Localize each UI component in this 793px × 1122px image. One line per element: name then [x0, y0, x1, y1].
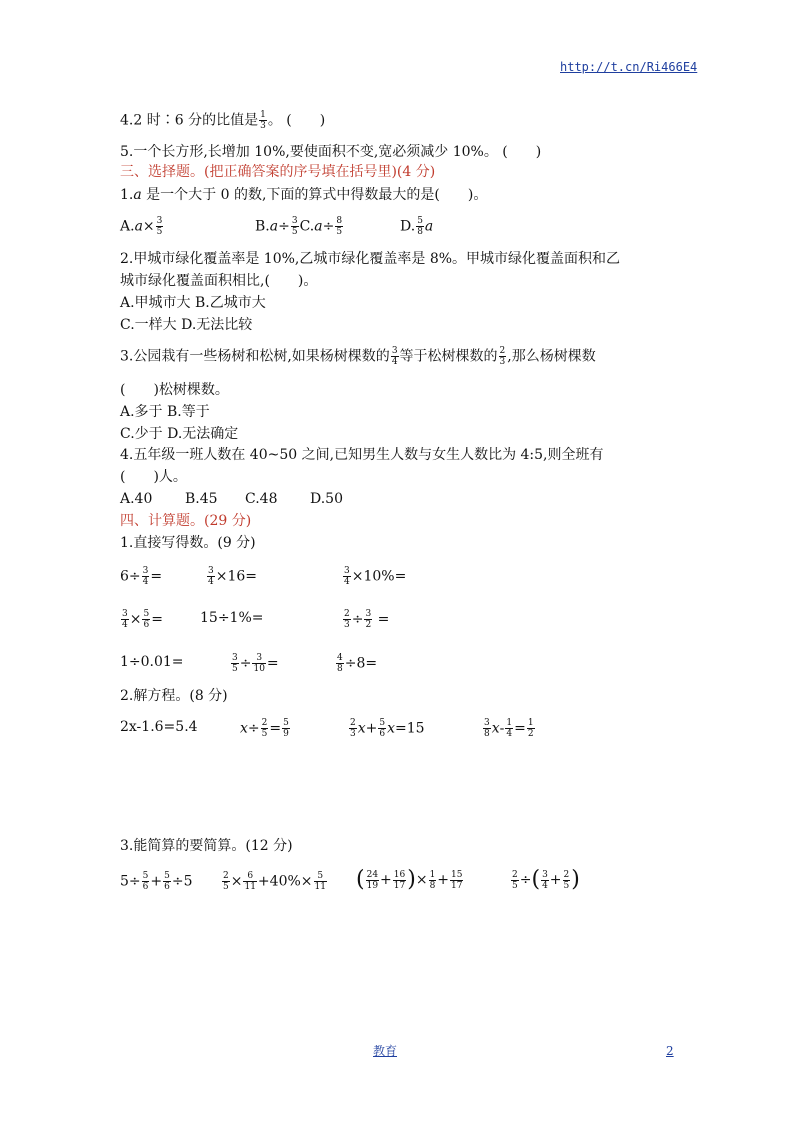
calc-part2-title: 2.解方程。(8 分)	[120, 688, 228, 704]
fraction: $\frac{5}{6}$	[143, 609, 150, 630]
fraction: $\frac{1}{4}$	[506, 718, 513, 739]
fraction: $\frac{1}{2}$	[527, 718, 534, 739]
fraction: $\frac{3}{4}$	[122, 609, 128, 630]
calc-part1-title: 1.直接写得数。(9 分)	[120, 535, 256, 551]
fraction: $\frac{2}{5}$	[512, 869, 518, 891]
choice-q1-options-d	[400, 216, 433, 237]
fraction: $\frac{1}{3}$	[260, 110, 266, 131]
op: +	[257, 873, 270, 890]
choice-q2-line1: 2.甲城市绿化覆盖率是 10%,乙城市绿化覆盖率是 8%。甲城市绿化覆盖面积和乙	[120, 251, 621, 267]
calc-item	[335, 653, 377, 674]
q1-text: 是一个大于 0 的数,下面的算式中得数最大的是( )。	[141, 187, 488, 203]
choice-q4-opt-a: A.40	[120, 491, 153, 507]
fraction: $\frac{2}{5}$	[563, 869, 570, 891]
choice-q4-line2: ( )人。	[120, 469, 187, 485]
op: ×	[215, 568, 228, 585]
choice-q3-opt2: C.少于 D.无法确定	[120, 426, 239, 442]
op: =	[266, 655, 279, 672]
op: ÷	[239, 655, 252, 672]
var-x: x	[357, 720, 366, 737]
judge-q5: 5.一个长方形,长增加 10%,要使面积不变,宽必须减少 10%。 ( )	[120, 144, 542, 160]
op: =	[150, 568, 163, 585]
opt-a: A.	[120, 218, 135, 235]
var-x: x	[240, 720, 248, 737]
var-a: a	[134, 218, 143, 235]
num: 16	[227, 568, 246, 585]
calc-item: 1÷0.01=	[120, 654, 184, 670]
op: ÷	[278, 218, 290, 235]
choice-q4-opt-b: B.45	[185, 491, 218, 507]
choice-q4-line1: 4.五年级一班人数在 40~50 之间,已知男生人数与女生人数比为 4:5,则全班有	[120, 447, 604, 463]
fraction: $\frac{6}{11}$	[244, 871, 256, 892]
choice-q3-opt1: A.多于 B.等于	[120, 404, 210, 420]
op: =	[269, 720, 282, 737]
op: ÷	[128, 873, 141, 890]
simplify-item	[356, 866, 464, 894]
fraction: $\frac{15}{17}$	[451, 869, 463, 891]
op: ×	[415, 872, 428, 888]
fraction: $\frac{16}{17}$	[393, 869, 406, 891]
var-a: a	[269, 218, 279, 235]
num: 15	[406, 720, 425, 737]
q1-num: 1.	[120, 187, 134, 203]
equation	[482, 718, 536, 739]
fraction: $\frac{5}{11}$	[314, 871, 326, 892]
choice-q1-options	[120, 216, 164, 237]
simplify-item	[221, 871, 328, 892]
q3-text-c: ,那么杨树棵数	[507, 348, 596, 365]
op: ÷	[322, 218, 335, 235]
fraction: $\frac{3}{5}$	[232, 653, 238, 674]
fraction: $\frac{4}{8}$	[337, 653, 343, 674]
num: 10%	[363, 568, 395, 585]
calc-item	[120, 609, 163, 630]
judge-q4-text: 4.2 时∶6 分的比值是	[120, 112, 259, 129]
choice-q1-options-b	[255, 216, 344, 237]
num: 40%	[269, 873, 301, 890]
op: =	[395, 720, 407, 737]
section-title-calc: 四、计算题。(29 分)	[120, 513, 252, 529]
fraction: $\frac{3}{2}$	[365, 609, 372, 630]
fraction: $\frac{3}{4}$	[208, 566, 214, 587]
op: =	[394, 568, 407, 585]
num: 5	[120, 873, 129, 890]
equation	[348, 718, 425, 739]
equation	[240, 718, 291, 739]
fraction: $\frac{2}{3}$	[350, 718, 356, 739]
choice-q3-line1	[120, 346, 596, 367]
var-a: a	[314, 218, 323, 235]
fraction: $\frac{2}{5}$	[223, 871, 229, 892]
footer-link[interactable]: 教育	[373, 1044, 398, 1058]
opt-c: C.	[299, 218, 315, 235]
op: =	[151, 611, 163, 628]
fraction: $\frac{5}{6}$	[142, 871, 149, 892]
op: ÷	[519, 872, 532, 888]
var-a: a	[424, 218, 434, 235]
left-paren: (	[356, 867, 365, 892]
fraction: $\frac{5}{6}$	[164, 871, 170, 892]
left-paren: (	[531, 867, 541, 892]
op: +	[549, 872, 562, 888]
page-number: 2	[666, 1044, 674, 1058]
fraction: $\frac{3}{4}$	[391, 346, 398, 367]
op: =	[377, 611, 390, 628]
fraction: $\frac{3}{5}$	[291, 216, 298, 237]
section-title-choice: 三、选择题。(把正确答案的序号填在括号里)(4 分)	[120, 164, 436, 180]
choice-q3-line2: ( )松树棵数。	[120, 382, 229, 398]
num: 8	[356, 655, 366, 672]
calc-item	[342, 566, 406, 587]
q1-var: a	[133, 187, 142, 203]
opt-d: D.	[400, 218, 416, 235]
calc-item	[230, 653, 279, 674]
var-x: x	[387, 720, 396, 737]
fraction: $\frac{2}{3}$	[499, 346, 506, 367]
choice-q2-opt1: A.甲城市大 B.乙城市大	[120, 295, 266, 311]
op: ÷	[171, 873, 184, 890]
op: ×	[142, 218, 155, 235]
op: ÷	[344, 655, 357, 672]
calc-item	[342, 609, 389, 630]
fraction: $\frac{5}{9}$	[283, 718, 289, 739]
fraction: $\frac{3}{4}$	[142, 566, 149, 587]
op: +	[437, 872, 450, 888]
fraction: $\frac{3}{4}$	[542, 869, 548, 891]
fraction: $\frac{5}{8}$	[417, 216, 423, 237]
opt-b: B.	[255, 218, 270, 235]
fraction: $\frac{1}{8}$	[429, 869, 436, 891]
calc-part3-title: 3.能简算的要简算。(12 分)	[120, 838, 293, 854]
choice-q4-opt-d: D.50	[310, 491, 343, 507]
fraction: $\frac{3}{8}$	[484, 718, 490, 739]
calc-item: 15÷1%=	[200, 610, 264, 626]
op: =	[365, 655, 378, 672]
op: +	[380, 872, 392, 888]
simplify-item	[120, 871, 193, 892]
num: 5	[183, 873, 193, 890]
op: ÷	[351, 611, 364, 628]
fraction: $\frac{3}{10}$	[253, 653, 265, 674]
num: 6	[120, 568, 129, 585]
calc-item	[206, 566, 257, 587]
equation: 2x-1.6=5.4	[120, 719, 198, 735]
op: ÷	[247, 720, 260, 737]
right-paren: )	[571, 867, 580, 892]
fraction: $\frac{2}{5}$	[261, 718, 268, 739]
fraction: $\frac{3}{4}$	[344, 566, 350, 587]
choice-q2-opt2: C.一样大 D.无法比较	[120, 317, 253, 333]
q3-text-b: 等于松树棵数的	[399, 348, 498, 365]
op: ×	[351, 568, 364, 585]
simplify-item	[510, 866, 580, 894]
choice-q4-opt-c: C.48	[245, 491, 278, 507]
fraction: $\frac{5}{6}$	[379, 718, 386, 739]
op: -	[499, 720, 505, 737]
right-paren: )	[407, 867, 416, 892]
op: ×	[129, 611, 142, 628]
calc-item	[120, 566, 162, 587]
judge-q4	[120, 110, 325, 131]
fraction: $\frac{24}{19}$	[366, 869, 379, 891]
fraction: $\frac{2}{3}$	[344, 609, 350, 630]
judge-q4-tail: 。 ( )	[267, 112, 326, 129]
op: ×	[230, 873, 243, 890]
op: =	[514, 720, 526, 737]
var-x: x	[491, 720, 500, 737]
fraction: $\frac{8}{5}$	[336, 216, 343, 237]
header-link[interactable]: http://t.cn/Ri466E4	[560, 60, 698, 74]
op: ÷	[128, 568, 141, 585]
fraction: $\frac{3}{5}$	[156, 216, 163, 237]
op: ×	[300, 873, 313, 890]
q3-text-a: 3.公园栽有一些杨树和松树,如果杨树棵数的	[120, 348, 390, 365]
choice-q2-line2: 城市绿化覆盖面积相比,( )。	[120, 273, 318, 289]
op: +	[365, 720, 378, 737]
op: =	[245, 568, 258, 585]
choice-q1-stem	[120, 186, 487, 204]
op: +	[150, 873, 163, 890]
